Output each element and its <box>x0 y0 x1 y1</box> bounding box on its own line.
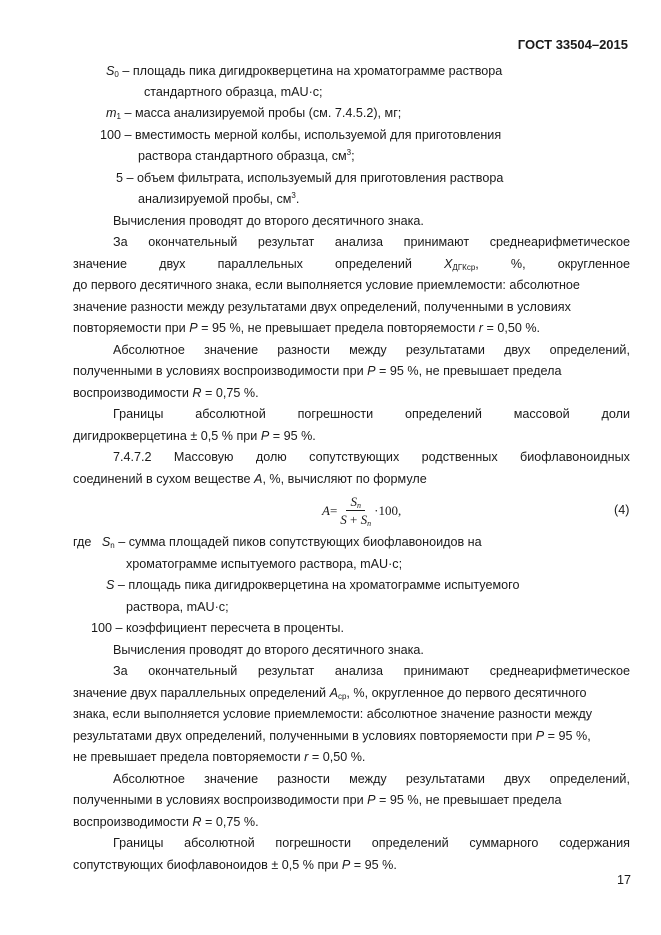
def-v5-cont: анализируемой пробы, $см^3$. <box>138 191 300 206</box>
def-s0: $S_0$ – площадь пика дигидрокверцетина на хроматограмме раствора <box>106 64 503 79</box>
def-s: S – площадь пика дигидрокверцетина на хроматограмме испытуемого <box>106 578 520 592</box>
abs-value-1-line-3: воспроизводимости R = 0,75 %. <box>73 386 259 400</box>
def-v100: 100 – вместимость мерной колбы, используемой для приготовления <box>100 128 502 142</box>
abs-value-2-line-3: воспроизводимости R = 0,75 %. <box>73 815 259 829</box>
abs-value-1-line-2: полученными в условиях воспроизводимости при P = 95 %, не превышает предела <box>73 364 562 378</box>
abs-value-2-line-1: Абсолютное значение разности между результатами двух определений, <box>113 772 630 786</box>
final-result-1-line-2: значение двух параллельных определений $X_{ДГКср}$, %, округленное <box>73 257 630 272</box>
def-s-cont: раствора, mAU·c; <box>126 600 229 614</box>
final-result-1-line-1: За окончательный результат анализа принимают среднеарифметическое <box>113 235 630 249</box>
def-v5: 5 – объем фильтрата, используемый для приготовления раствора <box>116 171 504 185</box>
formula-fraction: $\frac{S_n}{S + S_n}$ <box>340 494 372 528</box>
final-result-1-line-3: до первого десятичного знака, если выполняется условие приемлемости: абсолютное <box>73 278 580 292</box>
bounds-1-line-1: Границы абсолютной погрешности определений массовой доли <box>113 407 630 421</box>
calc-note-1: Вычисления проводят до второго десятичного знака. <box>113 214 424 228</box>
abs-value-1-line-1: Абсолютное значение разности между результатами двух определений, <box>113 343 630 357</box>
abs-value-2-line-2: полученными в условиях воспроизводимости при P = 95 %, не превышает предела <box>73 793 562 807</box>
final-result-2-line-3: знака, если выполняется условие приемлемости: абсолютное значение разности между <box>73 707 593 721</box>
formula-4: A = $\frac{S_n}{S + S_n}$ ·100, <box>322 494 402 528</box>
final-result-2-line-1: За окончательный результат анализа принимают среднеарифметическое <box>113 664 630 678</box>
page-number: 17 <box>617 873 632 887</box>
def-m1: $m_1$ – масса анализируемой пробы (см. 7.4.5.2), мг; <box>106 106 402 121</box>
formula-lhs: A <box>322 502 330 518</box>
final-result-1-line-4: значение разности между результатами двух определений, полученными в условиях <box>73 300 571 314</box>
bounds-2-line-1: Границы абсолютной погрешности определений суммарного содержания <box>113 836 630 850</box>
final-result-2-line-2: значение двух параллельных определений $A_{ср}$, %, округленное до первого десятичного <box>73 686 587 701</box>
def-s0-cont: стандартного образца, mAU·c; <box>144 85 323 99</box>
def-v100-cont: раствора стандартного образца, $см^3$; <box>138 148 355 163</box>
def-sn-cont: хроматограмме испытуемого раствора, mAU·c; <box>126 557 403 571</box>
section-7472-line-2: соединений в сухом веществе A, %, вычисляют по формуле <box>73 472 427 486</box>
final-result-1-line-5: повторяемости при P = 95 %, не превышает предела повторяемости r = 0,50 %. <box>73 321 541 335</box>
equation-number: (4) <box>614 503 630 517</box>
document-standard-header: ГОСТ 33504–2015 <box>517 37 628 52</box>
final-result-2-line-4: результатами двух определений, полученными в условиях повторяемости при P = 95 %, <box>73 729 591 743</box>
def-sn: где $S_n$ – сумма площадей пиков сопутствующих биофлавоноидов на <box>73 535 482 550</box>
bounds-1-line-2: дигидрокверцетина ± 0,5 % при P = 95 %. <box>73 429 316 443</box>
final-result-2-line-5: не превышает предела повторяемости r = 0,50 %. <box>73 750 366 764</box>
def-k100: 100 – коэффициент пересчета в проценты. <box>91 621 344 635</box>
calc-note-2: Вычисления проводят до второго десятичного знака. <box>113 643 424 657</box>
section-7472-line-1: 7.4.7.2 Массовую долю сопутствующих родственных биофлавоноидных <box>113 450 630 464</box>
bounds-2-line-2: сопутствующих биофлавоноидов ± 0,5 % при P = 95 %. <box>73 858 397 872</box>
